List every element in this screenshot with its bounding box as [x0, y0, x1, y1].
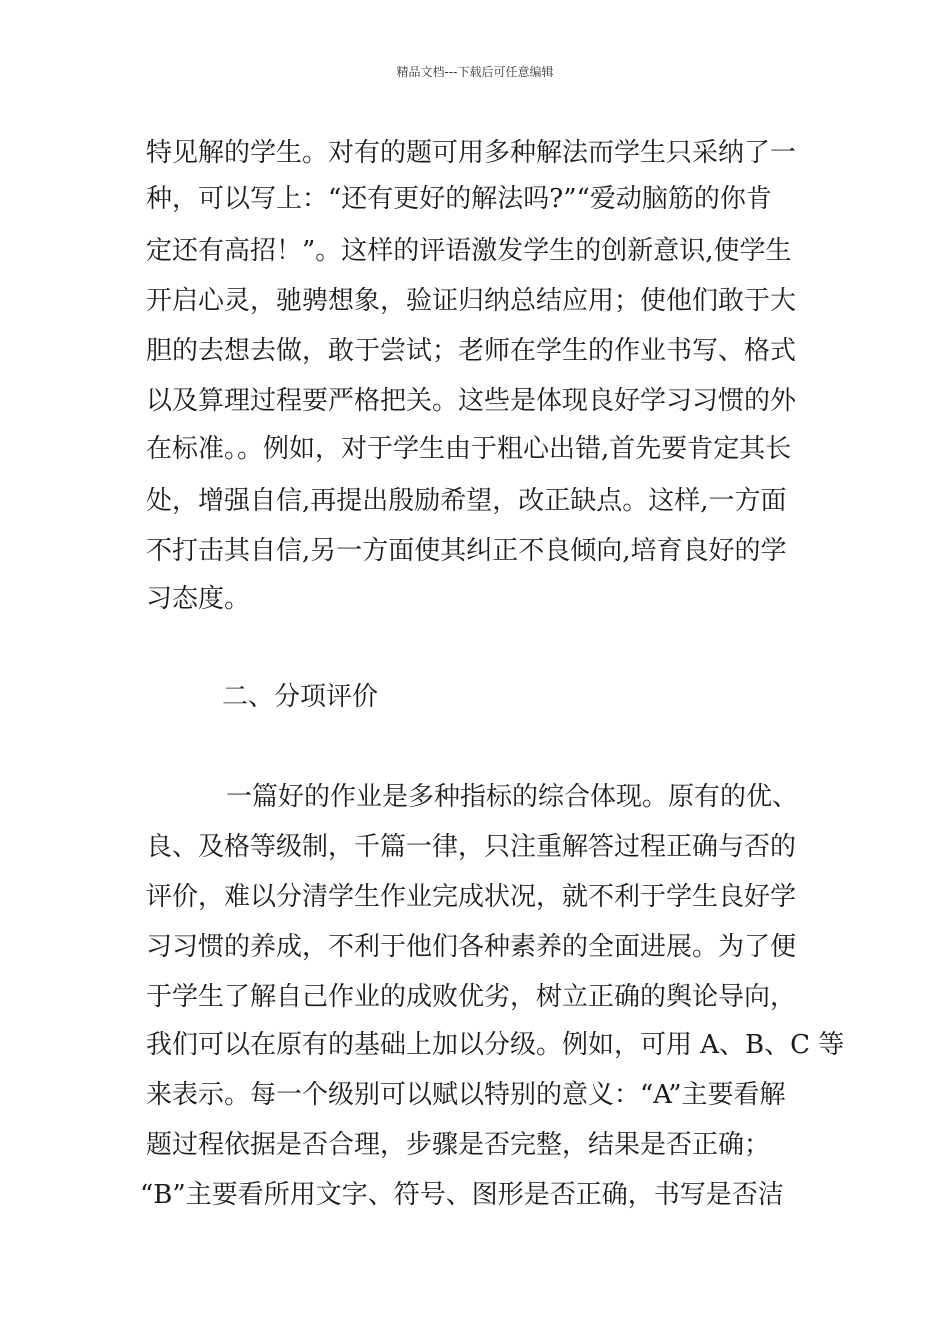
paragraph-line: 定还有高招！”。这样的评语激发学生的创新意识,使学生: [146, 236, 792, 266]
paragraph-line: 胆的去想去做，敢于尝试；老师在学生的作业书写、格式: [146, 336, 797, 366]
paragraph-line: 习习惯的养成，不利于他们各种素养的全面进展。为了便: [146, 932, 797, 962]
paragraph-line: 不打击其自信,另一方面使其纠正不良倾向,培育良好的学: [146, 536, 787, 566]
paragraph-line: 在标准。。例如，对于学生由于粗心出错,首先要肯定其长: [146, 434, 792, 464]
paragraph-line: 题过程依据是否合理，步骤是否完整，结果是否正确；: [146, 1130, 771, 1160]
paragraph-line: 于学生了解自己作业的成败优劣，树立正确的舆论导向，: [146, 982, 797, 1012]
paragraph-line: 良、及格等级制，千篇一律，只注重解答过程正确与否的: [146, 832, 797, 862]
paragraph-line: 开启心灵，驰骋想象，验证归纳总结应用；使他们敢于大: [146, 286, 797, 316]
paragraph-line: 习态度。: [146, 584, 251, 614]
paragraph-line: 特见解的学生。对有的题可用多种解法而学生只采纳了一: [146, 138, 797, 168]
page-header: 精品文档---下载后可任意编辑: [396, 65, 554, 79]
paragraph-line: 评价，难以分清学生作业完成状况，就不利于学生良好学: [146, 882, 797, 912]
paragraph-line: 来表示。每一个级别可以赋以特别的意义：“A”主要看解: [146, 1080, 786, 1110]
paragraph-line: 一篇好的作业是多种指标的综合体现。原有的优、: [226, 782, 799, 812]
paragraph-line: “B”主要看所用文字、符号、图形是否正确，书写是否洁: [140, 1180, 784, 1210]
paragraph-line: 以及算理过程要严格把关。这些是体现良好学习习惯的外: [146, 386, 797, 416]
paragraph-line: 种，可以写上：“还有更好的解法吗?”“爱动脑筋的你肯: [146, 184, 772, 214]
paragraph-line: 我们可以在原有的基础上加以分级。例如，可用 A、B、C 等: [146, 1030, 845, 1060]
paragraph-line: 处，增强自信,再提出殷励希望，改正缺点。这样,一方面: [146, 486, 787, 516]
section-heading: 二、分项评价: [222, 682, 379, 712]
